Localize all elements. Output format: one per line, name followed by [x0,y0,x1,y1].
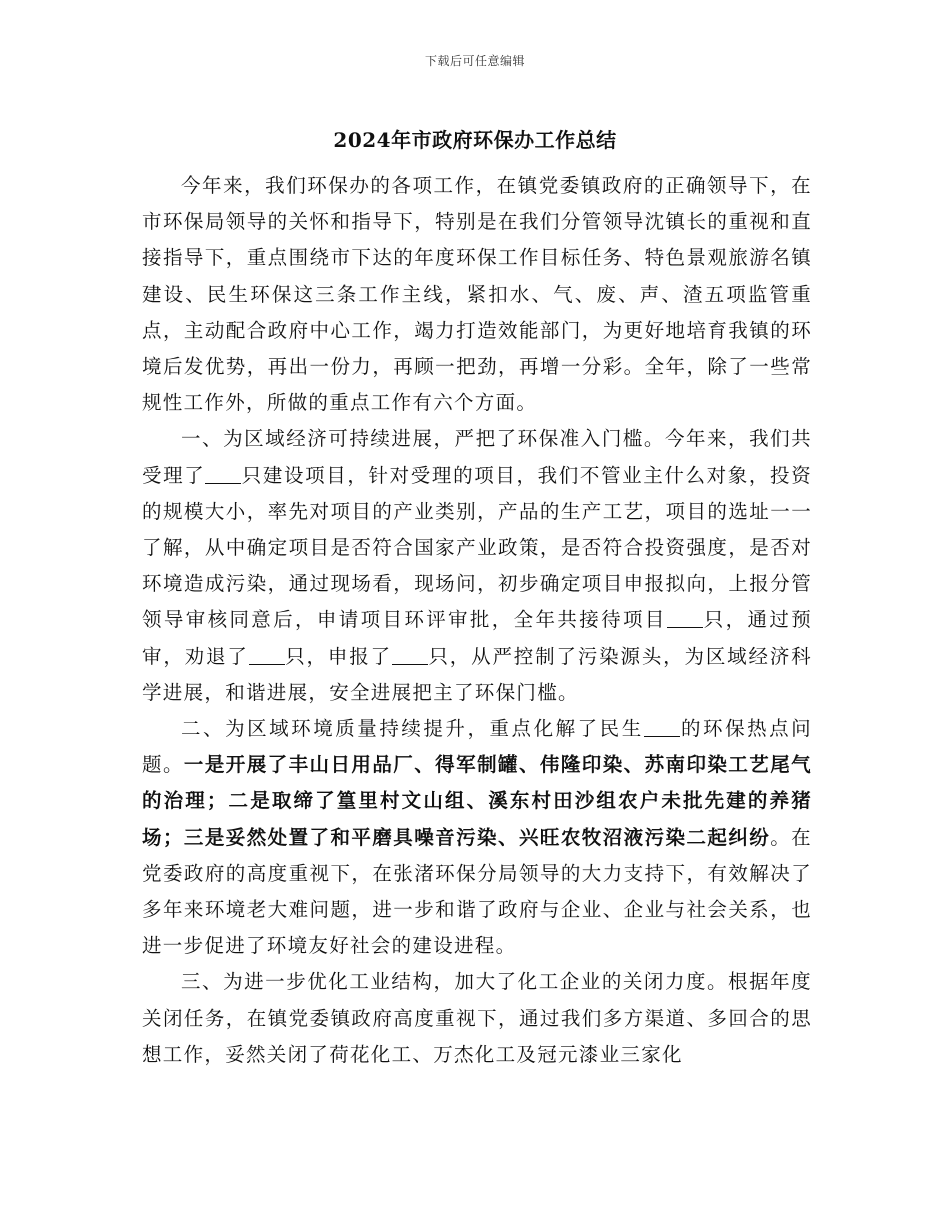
paragraph-section-2 [142,711,812,964]
paragraph-text: 只，从严控制了污染源头，为区域经济科学进展，和谐进展，安全进展把主了环保门槛。 [142,644,812,704]
paragraph-bold-text: 一是开展了丰山日用品厂、得军制罐、伟隆印染、苏南印染工艺尾气的治理；二是取缔了篁里村文山组、溪东村田沙组农户未批先建的养猪场；三是妥然处置了和平磨具噪音污染、兴旺农牧沼液污染二起纠纷 [142,753,812,849]
document-title: 2024年市政府环保办工作总结 [333,128,617,152]
fill-in-blank [667,608,703,629]
paragraph-text: 二、为区域环境质量持续提升，重点化解了民生 [181,717,644,741]
header-note: 下载后可任意编辑 [424,54,525,68]
fill-in-blank [392,644,428,665]
paragraph-text: 只，通过预审，劝退了 [142,608,812,668]
paragraph-section-3: 三、为进一步优化工业结构，加大了化工企业的关闭力度。根据年度关闭任务，在镇党委镇政府高度重视下，通过我们多方渠道、多回合的思想工作，妥然关闭了荷花化工、万杰化工及冠元漆业三家化 [142,970,812,1066]
paragraph-text: 只建设项目，针对受理的项目，我们不管业主什么对象，投资的规模大小，率先对项目的产业类别，产品的生产工艺，项目的选址一一了解，从中确定项目是否符合国家产业政策，是否符合投资强度，是否对环境造成污染，通过现场看，现场问，初步确定项目申报拟向，上报分管领导审核同意后，申请项目环评审批，全年共接待项目 [142,463,812,632]
paragraph-text: 的环保热点问题。 [142,717,812,777]
fill-in-blank [249,644,285,665]
paragraph-intro: 今年来，我们环保办的各项工作，在镇党委镇政府的正确领导下，在市环保局领导的关怀和指导下，特别是在我们分管领导沈镇长的重视和直接指导下，重点围绕市下达的年度环保工作目标任务、特色景观旅游名镇建设、民生环保这三条工作主线，紧扣水、气、废、声、渣五项监管重点，主动配合政府中心工作，竭力打造效能部门，为更好地培育我镇的环境后发优势，再出一份力，再顾一把劲，再增一分彩。全年，除了一些常规性工作外，所做的重点工作有六个方面。 [142,174,812,415]
paragraph-text: 一、为区域经济可持续进展，严把了环保准入门槛。今年来，我们共受理了 [142,427,812,487]
document-body [142,168,812,1073]
fill-in-blank [644,717,680,738]
paragraph-text: 只，申报了 [284,644,392,668]
paragraph-text: 。在党委政府的高度重视下，在张渚环保分局领导的大力支持下，有效解决了多年来环境老大难问题，进一步和谐了政府与企业、企业与社会关系，也进一步促进了环境友好社会的建设进程。 [142,825,812,958]
fill-in-blank [205,463,241,484]
paragraph-section-1 [142,421,812,711]
